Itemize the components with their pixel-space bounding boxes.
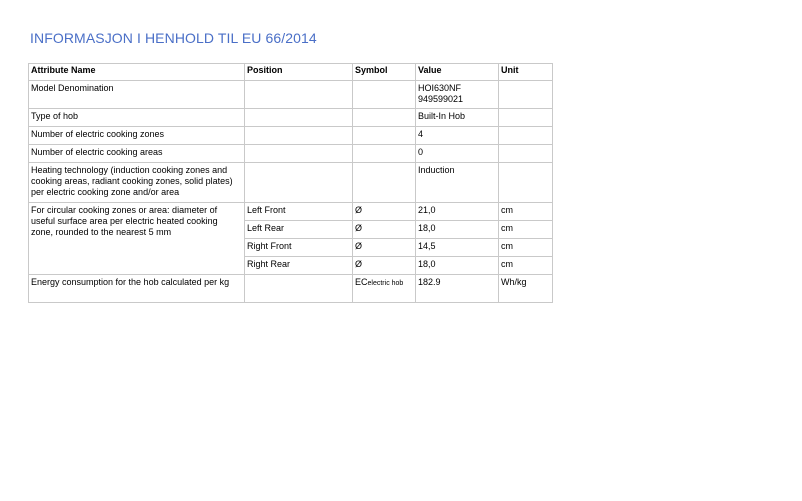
cell-symbol: Ø xyxy=(353,203,416,221)
cell-position-empty xyxy=(245,109,353,127)
cell-symbol-empty xyxy=(353,145,416,163)
cell-value xyxy=(416,81,499,109)
cell-value: 0 xyxy=(416,145,499,163)
table-row-zones xyxy=(29,127,553,145)
table-row-areas xyxy=(29,145,553,163)
cell-value: Induction xyxy=(416,163,499,203)
cell-unit-empty xyxy=(499,81,553,109)
cell-unit-empty xyxy=(499,109,553,127)
product-information-table xyxy=(28,63,553,303)
cell-position-empty xyxy=(245,145,353,163)
table-header-row xyxy=(29,64,553,81)
cell-position: Left Front xyxy=(245,203,353,221)
cell-unit: cm xyxy=(499,203,553,221)
cell-attribute: For circular cooking zones or area: diameter of useful surface area per electric heated cooking zone, rounded to the nearest 5 mm xyxy=(29,203,245,275)
table-row-model xyxy=(29,81,553,109)
cell-symbol: Ø xyxy=(353,239,416,257)
header-unit: Unit xyxy=(499,64,553,81)
cell-position-empty xyxy=(245,127,353,145)
cell-value: 4 xyxy=(416,127,499,145)
table-row-diameter xyxy=(29,203,553,221)
cell-position: Right Front xyxy=(245,239,353,257)
header-symbol: Symbol xyxy=(353,64,416,81)
cell-unit: cm xyxy=(499,257,553,275)
cell-attribute: Number of electric cooking zones xyxy=(29,127,245,145)
header-value: Value xyxy=(416,64,499,81)
cell-value: 18,0 xyxy=(416,257,499,275)
symbol-main: EC xyxy=(355,277,368,287)
cell-position: Right Rear xyxy=(245,257,353,275)
cell-symbol: Ø xyxy=(353,257,416,275)
cell-symbol-empty xyxy=(353,109,416,127)
cell-attribute: Model Denomination xyxy=(29,81,245,109)
cell-symbol xyxy=(353,275,416,303)
cell-symbol-empty xyxy=(353,127,416,145)
cell-value: 21,0 xyxy=(416,203,499,221)
table-row-energy xyxy=(29,275,553,303)
model-code: HOI630NF xyxy=(418,83,462,93)
cell-attribute: Energy consumption for the hob calculated per kg xyxy=(29,275,245,303)
document-title: INFORMASJON I HENHOLD TIL EU 66/2014 xyxy=(30,30,317,46)
product-number: 949599021 xyxy=(418,94,464,104)
cell-attribute: Type of hob xyxy=(29,109,245,127)
cell-symbol: Ø xyxy=(353,221,416,239)
cell-value: Built-In Hob xyxy=(416,109,499,127)
cell-position-empty xyxy=(245,275,353,303)
cell-unit: Wh/kg xyxy=(499,275,553,303)
cell-attribute: Heating technology (induction cooking zones and cooking areas, radiant cooking zones, solid plates) per electric cooking zone and/or area xyxy=(29,163,245,203)
header-position: Position xyxy=(245,64,353,81)
cell-position-empty xyxy=(245,81,353,109)
cell-value: 14,5 xyxy=(416,239,499,257)
cell-unit-empty xyxy=(499,127,553,145)
cell-unit: cm xyxy=(499,239,553,257)
cell-attribute: Number of electric cooking areas xyxy=(29,145,245,163)
cell-unit-empty xyxy=(499,163,553,203)
cell-symbol-empty xyxy=(353,81,416,109)
cell-position-empty xyxy=(245,163,353,203)
cell-symbol-empty xyxy=(353,163,416,203)
cell-position: Left Rear xyxy=(245,221,353,239)
table-row-heating xyxy=(29,163,553,203)
symbol-subscript: electric hob xyxy=(367,280,404,287)
cell-unit: cm xyxy=(499,221,553,239)
cell-value: 18,0 xyxy=(416,221,499,239)
cell-unit-empty xyxy=(499,145,553,163)
cell-value: 182.9 xyxy=(416,275,499,303)
header-attribute-name: Attribute Name xyxy=(29,64,245,81)
table-row-hob-type xyxy=(29,109,553,127)
